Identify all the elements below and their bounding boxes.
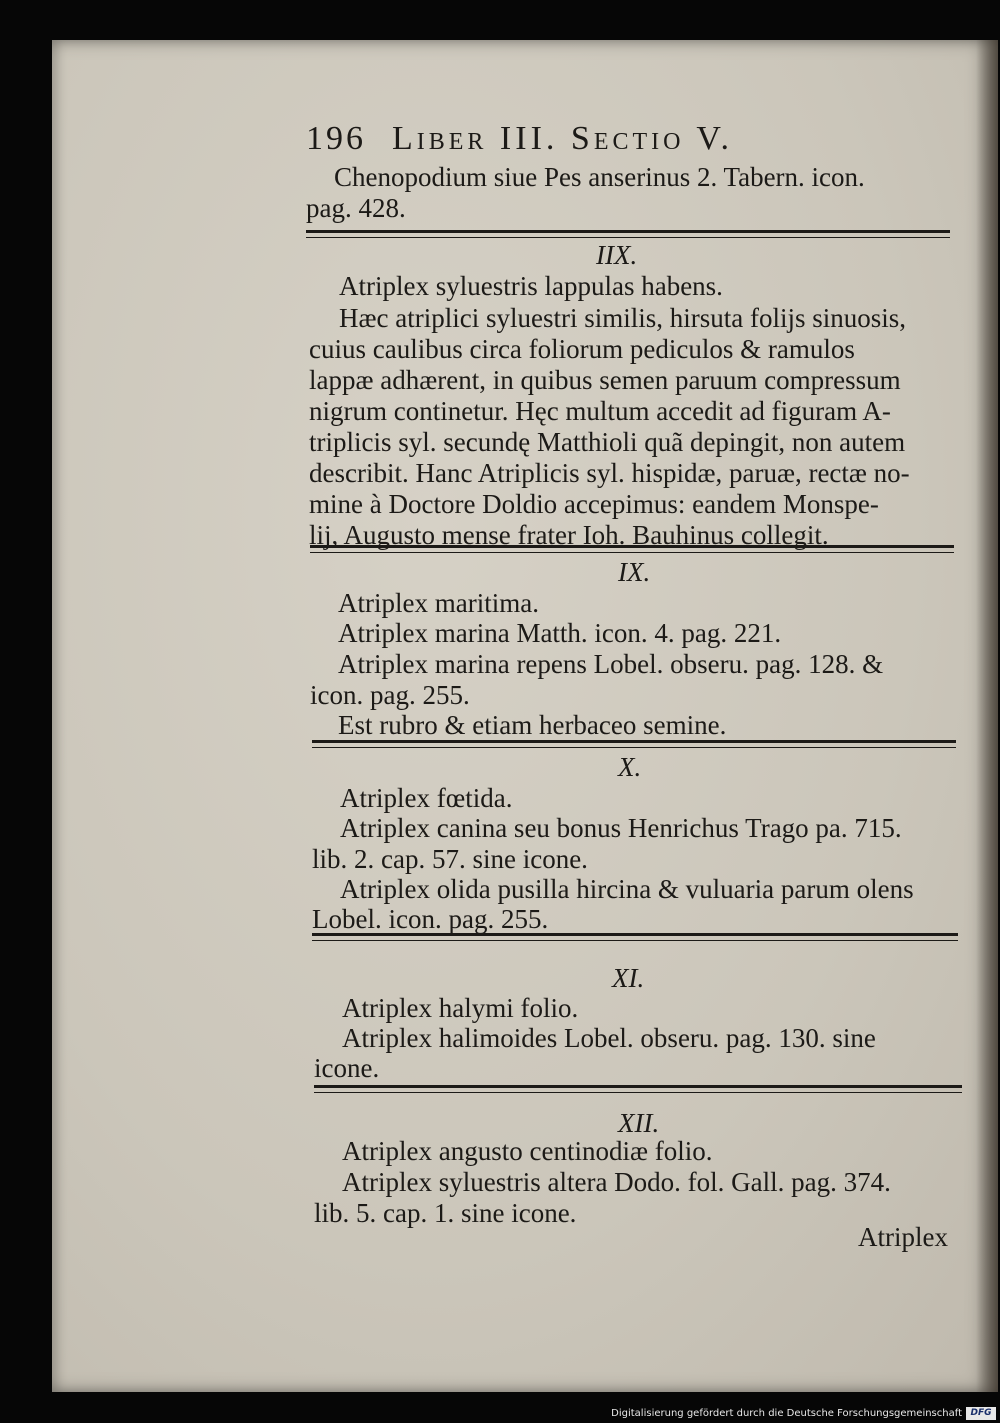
text-line: lib. 2. cap. 57. sine icone. [312,844,588,874]
text-line: Atriplex fœtida. [340,783,513,813]
text-line: Atriplex angusto centinodiæ folio. [342,1136,713,1166]
text-line: Atriplex marina repens Lobel. obseru. pag. 128. & [338,649,884,679]
text-line: Atriplex marina Matth. icon. 4. pag. 221. [338,618,782,648]
text-line: lappæ adhærent, in quibus semen paruum compressum [309,365,901,395]
book-page [52,40,998,1392]
text-line: Atriplex olida pusilla hircina & vuluaria parum olens [340,874,914,904]
text-line: pag. 428. [306,193,406,223]
section-rule [310,545,954,553]
section-rule [312,740,956,748]
page-number: 196 [306,120,366,157]
section-rule [306,230,950,238]
running-title: Liber III. Sectio V. [392,120,734,157]
text-line: Lobel. icon. pag. 255. [312,904,549,934]
text-line: Atriplex syluestris lappulas habens. [339,271,723,301]
section-rule [312,933,958,941]
section-number: IIX. [596,240,638,270]
text-line: icone. [314,1053,380,1083]
text-line: Atriplex halimoides Lobel. obseru. pag. 130. sine [342,1023,876,1053]
section-rule [314,1085,962,1093]
dfg-logo: DFG [966,1407,996,1420]
section-number: X. [618,752,642,782]
text-line: mine à Doctore Doldio accepimus: eandem Monspe- [309,489,879,519]
text-line: describit. Hanc Atriplicis syl. hispidæ, paruæ, rectæ no- [309,458,910,488]
section-number: XI. [612,963,645,993]
text-line: Atriplex halymi folio. [342,993,579,1023]
text-line: triplicis syl. secundę Matthioli quã depingit, non autem [309,427,906,457]
digitization-footer [0,1405,1000,1423]
text-line: Atriplex maritima. [338,588,539,618]
text-line: lij, Augusto mense frater Ioh. Bauhinus collegit. [309,520,829,550]
page-spine-shadow [976,40,998,1392]
text-line: icon. pag. 255. [310,680,470,710]
catchword: Atriplex [858,1222,948,1252]
text-line: lib. 5. cap. 1. sine icone. [314,1198,577,1228]
text-line: Est rubro & etiam herbaceo semine. [338,710,727,740]
text-line: Atriplex canina seu bonus Henrichus Trago pa. 715. [340,813,902,843]
section-number: IX. [618,557,651,587]
section-number: XII. [618,1108,660,1138]
text-line: cuius caulibus circa foliorum pediculos & ramulos [309,334,855,364]
text-line: nigrum continetur. Hęc multum accedit ad figuram A- [309,396,891,426]
text-line: Hæc atriplici syluestri similis, hirsuta folijs sinuosis, [339,303,906,333]
text-line: Atriplex syluestris altera Dodo. fol. Gall. pag. 374. [342,1167,891,1197]
text-line: Chenopodium siue Pes anserinus 2. Tabern. icon. [334,162,865,192]
footer-credit: Digitalisierung gefördert durch die Deutsche Forschungsgemeinschaft [611,1408,962,1419]
